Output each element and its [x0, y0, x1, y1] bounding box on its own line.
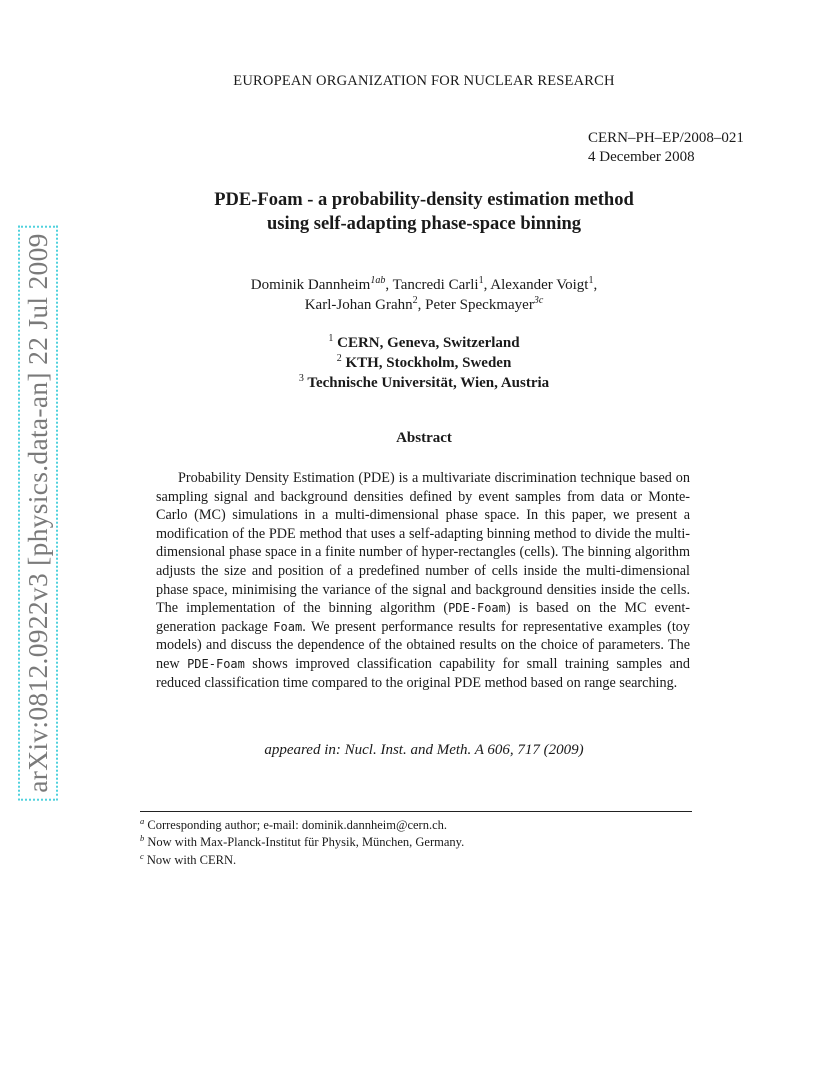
- abstract-text: shows improved classification capability for small training samples and reduced classification time compared to the original PDE method based on range searching.: [156, 655, 690, 691]
- author-superscript: 2: [412, 295, 418, 306]
- footnote-mark: c: [140, 851, 144, 861]
- author-name: Karl-Johan Grahn: [304, 297, 413, 313]
- author-superscript: 1ab: [370, 275, 386, 286]
- author-line-1: Dominik Dannheim$^{1ab}$, Tancredi Carli$^1$, Alexander Voigt$^1$,: [250, 275, 598, 293]
- affiliation: [0, 373, 828, 393]
- arxiv-stamp-text: arXiv:0812.0922v3 [physics.data-an] 22 Jul 2009: [18, 225, 58, 800]
- footnote-text: Corresponding author; e-mail: dominik.dannheim@cern.ch.: [147, 818, 448, 832]
- title-line-1: PDE-Foam - a probability-density estimation method: [214, 190, 634, 210]
- report-date: 4 December 2008: [588, 149, 695, 165]
- code-term: PDE-Foam: [187, 656, 245, 671]
- code-term: PDE-Foam: [448, 601, 506, 616]
- author-line-2: Karl-Johan Grahn$^2$, Peter Speckmayer$^{3c}$: [304, 295, 544, 313]
- affiliation-number: 1: [328, 333, 334, 344]
- author-name: Dominik Dannheim: [250, 277, 371, 293]
- abstract-heading: Abstract: [396, 430, 452, 446]
- abstract-text: ) is based on the MC event-generation package: [156, 600, 690, 635]
- author-name: Tancredi Carli: [392, 277, 479, 293]
- footnote-rule: [140, 811, 692, 812]
- author-superscript: 1: [478, 275, 484, 286]
- footnote-text: Now with CERN.: [146, 853, 237, 867]
- author-superscript: 3c: [533, 295, 544, 306]
- title-line-2: using self-adapting phase-space binning: [266, 214, 582, 234]
- affiliation: [0, 333, 828, 353]
- code-term: Foam: [273, 619, 303, 634]
- abstract-text: . We present performance results for representative examples (toy models) and discuss the dependence of the obtained results on the choice of parameters. The new: [156, 618, 690, 672]
- paper-title: [0, 188, 828, 236]
- footnote: [140, 817, 447, 833]
- footnote-mark: a: [140, 816, 145, 826]
- affiliation-number: 3: [298, 373, 304, 384]
- author-superscript: 1: [588, 275, 594, 286]
- affiliation-number: 2: [336, 353, 342, 364]
- report-info: [588, 129, 744, 167]
- affiliation-name: Technische Universität, Wien, Austria: [307, 375, 550, 391]
- abstract-body: [156, 469, 690, 692]
- affiliation-list: [0, 333, 828, 393]
- affiliation: [0, 353, 828, 373]
- footnote: [140, 852, 236, 868]
- affiliation-name: CERN, Geneva, Switzerland: [337, 335, 520, 351]
- abstract-text: Probability Density Estimation (PDE) is a multivariate discrimination technique based on sampling signal and background densities defined by event samples from data or Monte-Carlo (MC) simulations in a multi-dimensional phase space. In this paper, we present a modification of the PDE method that uses a self-adapting binning method to divide the multi-dimensional phase space in a finite number of hyper-rectangles (cells). The binning algorithm adjusts the size and position of a predefined number of cells inside the multi-dimensional phase space, minimising the variance of the signal and background densities inside the cells. The implementation of the binning algorithm (: [156, 470, 690, 617]
- footnote-text: Now with Max-Planck-Institut für Physik, München, Germany.: [147, 835, 465, 849]
- author-list: [0, 275, 828, 315]
- affiliation-name: KTH, Stockholm, Sweden: [345, 355, 512, 371]
- organization-header: EUROPEAN ORGANIZATION FOR NUCLEAR RESEARCH: [233, 73, 615, 89]
- publication-note: appeared in: Nucl. Inst. and Meth. A 606, 717 (2009): [264, 742, 584, 758]
- report-number: CERN–PH–EP/2008–021: [588, 130, 744, 146]
- footnote: [140, 834, 464, 850]
- footnote-mark: b: [140, 833, 145, 843]
- author-name: Peter Speckmayer: [425, 297, 534, 313]
- author-name: Alexander Voigt: [490, 277, 589, 293]
